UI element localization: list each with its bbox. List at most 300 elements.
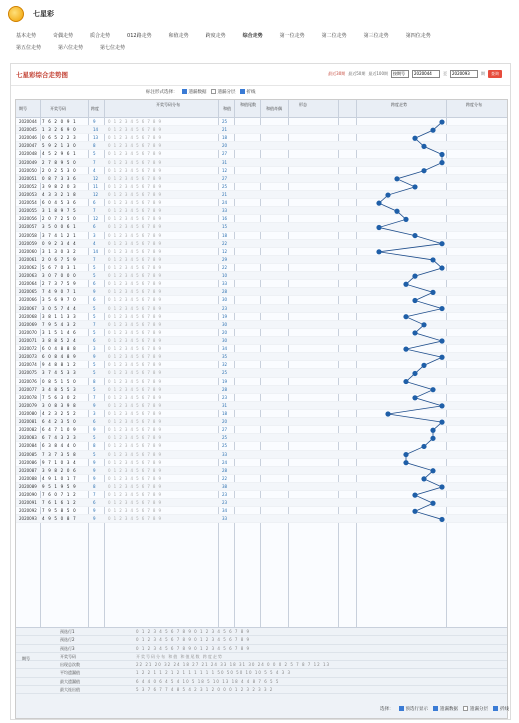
- row-issue: 2020054: [19, 200, 37, 206]
- recent-100-link[interactable]: 最近100期: [368, 71, 388, 76]
- stats-block: [16, 627, 507, 718]
- row-issue: 2020089: [19, 483, 37, 489]
- row-span: 12: [93, 191, 99, 197]
- footer-missing-label: 遗漏数据: [440, 707, 458, 712]
- row-draw: 3 0 8 3 9 8: [42, 402, 77, 408]
- row-draw: 2 7 3 7 5 9: [42, 281, 77, 287]
- footer-missing-checkbox[interactable]: [433, 706, 458, 712]
- table-row: [16, 442, 507, 450]
- col-draw: 开奖号码: [50, 106, 66, 111]
- row-distribution: 0 1 2 3 4 5 6 7 8 9: [108, 248, 162, 254]
- table-row: [16, 288, 507, 296]
- row-distribution: 0 1 2 3 4 5 6 7 8 9: [108, 289, 162, 295]
- row-sum: 27: [222, 175, 228, 181]
- row-distribution: 0 1 2 3 4 5 6 7 8 9: [108, 183, 162, 189]
- row-distribution: 0 1 2 3 4 5 6 7 8 9: [108, 167, 162, 173]
- table-row: [16, 175, 507, 183]
- row-span: 13: [93, 135, 99, 141]
- table-row: [16, 483, 507, 491]
- row-issue: 2020055: [19, 208, 37, 214]
- table-row: [16, 426, 507, 434]
- row-sum: 25: [222, 183, 228, 189]
- row-span: 9: [93, 508, 96, 514]
- row-span: 6: [93, 200, 96, 206]
- row-draw: 0 8 5 1 5 0: [42, 378, 77, 384]
- col-issue: 期号: [19, 106, 27, 111]
- row-sum: 28: [222, 467, 228, 473]
- row-span: 3: [93, 232, 96, 238]
- period-icon: 期: [481, 71, 485, 76]
- nav-item[interactable]: 012路走势: [127, 33, 152, 39]
- row-draw: 9 5 1 9 5 9: [42, 483, 77, 489]
- checkbox-unchecked-icon: [211, 89, 216, 94]
- table-row: [16, 418, 507, 426]
- row-issue: 2020049: [19, 159, 37, 165]
- row-distribution: 0 1 2 3 4 5 6 7 8 9: [108, 443, 162, 449]
- range-select[interactable]: 按期号: [391, 70, 409, 78]
- row-draw: 7 6 0 7 1 2: [42, 492, 77, 498]
- table-row: [16, 142, 507, 150]
- stats-row: [16, 645, 507, 653]
- trend-table: [15, 99, 508, 719]
- row-distribution: 0 1 2 3 4 5 6 7 8 9: [108, 224, 162, 230]
- row-draw: 3 1 5 1 4 6: [42, 329, 77, 335]
- row-draw: 2 0 2 5 3 0: [42, 167, 77, 173]
- table-row: [16, 361, 507, 369]
- table-row: [16, 394, 507, 402]
- row-issue: 2020077: [19, 386, 37, 392]
- row-draw: 3 9 8 2 0 3: [42, 183, 77, 189]
- row-span: 12: [93, 216, 99, 222]
- row-sum: 20: [222, 329, 228, 335]
- options-label: 标注形式选择：: [146, 90, 178, 95]
- row-span: 6: [93, 419, 96, 425]
- row-distribution: 0 1 2 3 4 5 6 7 8 9: [108, 297, 162, 303]
- table-row: [16, 240, 507, 248]
- row-sum: 12: [222, 167, 228, 173]
- row-span: 12: [93, 175, 99, 181]
- row-draw: 4 2 3 2 5 2: [42, 410, 77, 416]
- table-header: [16, 100, 507, 118]
- table-row: [16, 167, 507, 175]
- table-row: [16, 337, 507, 345]
- col-odd-even: 和值奇偶: [266, 106, 282, 111]
- nav-item[interactable]: 奇偶走势: [53, 33, 74, 39]
- row-draw: 9 4 8 8 1 2: [42, 362, 77, 368]
- row-span: 5: [93, 329, 96, 335]
- row-distribution: 0 1 2 3 4 5 6 7 8 9: [108, 508, 162, 514]
- stats-issue-label: 期号: [22, 656, 30, 661]
- nav-item[interactable]: 第一位走势: [279, 33, 305, 39]
- nav-item[interactable]: 综合走势: [242, 33, 263, 39]
- from-issue-input[interactable]: 2020044: [412, 70, 440, 78]
- row-distribution: 0 1 2 3 4 5 6 7 8 9: [108, 191, 162, 197]
- row-draw: 7 6 1 6 1 2: [42, 500, 77, 506]
- row-span: 7: [93, 492, 96, 498]
- table-row: [16, 207, 507, 215]
- row-distribution: 0 1 2 3 4 5 6 7 8 9: [108, 492, 162, 498]
- row-draw: 7 5 6 3 0 2: [42, 394, 77, 400]
- row-sum: 16: [222, 216, 228, 222]
- row-issue: 2020050: [19, 167, 37, 173]
- stats-label: 开奖号码: [60, 653, 76, 659]
- stats-label: 预选行1: [60, 629, 75, 634]
- nav-item[interactable]: 和值走势: [168, 33, 189, 39]
- row-issue: 2020057: [19, 224, 37, 230]
- row-sum: 22: [222, 475, 228, 481]
- footer-select-label: 选择：: [380, 707, 394, 712]
- col-trend2: 跨度分布: [466, 102, 482, 107]
- row-issue: 2020053: [19, 191, 37, 197]
- row-sum: 24: [222, 200, 228, 206]
- row-distribution: 0 1 2 3 4 5 6 7 8 9: [108, 264, 162, 270]
- stats-values: 5 3 7 6 7 7 4 8 5 4 2 3 1 2 0 0 0 1 2 3 2 3 3 2: [136, 687, 274, 693]
- row-sum: 33: [222, 281, 228, 287]
- app-title: 七星彩: [33, 10, 54, 18]
- row-sum: 24: [222, 459, 228, 465]
- row-sum: 35: [222, 354, 228, 360]
- col-sum: 和值: [223, 106, 231, 111]
- row-distribution: 0 1 2 3 4 5 6 7 8 9: [108, 175, 162, 181]
- row-issue: 2020079: [19, 402, 37, 408]
- row-span: 6: [93, 500, 96, 506]
- row-issue: 2020081: [19, 419, 37, 425]
- checkbox-checked-icon: [399, 706, 404, 711]
- row-draw: 4 5 2 9 6 1: [42, 151, 77, 157]
- row-span: 5: [93, 435, 96, 441]
- row-span: 9: [93, 119, 96, 124]
- row-draw: 3 0 5 7 4 4: [42, 305, 77, 311]
- nav-item[interactable]: 基本走势: [16, 33, 37, 39]
- table-row: [16, 215, 507, 223]
- table-row: [16, 232, 507, 240]
- table-row: [16, 378, 507, 386]
- row-distribution: 0 1 2 3 4 5 6 7 8 9: [108, 427, 162, 433]
- row-distribution: 0 1 2 3 4 5 6 7 8 9: [108, 467, 162, 473]
- row-sum: 18: [222, 232, 228, 238]
- row-draw: 2 7 8 9 5 0: [42, 159, 77, 165]
- row-distribution: 0 1 2 3 4 5 6 7 8 9: [108, 451, 162, 457]
- row-draw: 6 7 4 3 2 3: [42, 435, 77, 441]
- row-sum: 25: [222, 443, 228, 449]
- table-row: [16, 134, 507, 142]
- row-issue: 2020062: [19, 264, 37, 270]
- row-draw: 7 4 9 0 7 1: [42, 289, 77, 295]
- row-issue: 2020061: [19, 256, 37, 262]
- nav-item[interactable]: 第四位走势: [405, 33, 431, 39]
- table-row: [16, 126, 507, 134]
- footer-missing-layer-label: 遗漏分层: [470, 707, 488, 712]
- row-draw: 6 4 2 3 5 0: [42, 419, 77, 425]
- row-sum: 18: [222, 410, 228, 416]
- row-span: 6: [93, 224, 96, 230]
- row-distribution: 0 1 2 3 4 5 6 7 8 9: [108, 516, 162, 522]
- row-distribution: 0 1 2 3 4 5 6 7 8 9: [108, 321, 162, 327]
- col-shape: 形态: [299, 102, 307, 107]
- row-draw: 7 9 5 8 5 0: [42, 508, 77, 514]
- table-row: [16, 272, 507, 280]
- table-row: [16, 345, 507, 353]
- row-draw: 6 0 4 8 8 8: [42, 346, 77, 352]
- row-draw: 0 9 2 3 4 4: [42, 240, 77, 246]
- row-issue: 2020063: [19, 273, 37, 279]
- table-row: [16, 410, 507, 418]
- stats-values: 22 21 20 32 24 18 27 21 24 33 18 31 30 24 0 0 0 2 5 7 8 7 12 13: [136, 662, 331, 668]
- polyline-checkbox[interactable]: [240, 89, 256, 95]
- row-issue: 2020074: [19, 362, 37, 368]
- row-draw: 2 0 6 7 5 9: [42, 256, 77, 262]
- row-distribution: 0 1 2 3 4 5 6 7 8 9: [108, 143, 162, 149]
- stats-row: [16, 636, 507, 644]
- row-sum: 29: [222, 256, 228, 262]
- missing-layer-label: 遗漏分层: [217, 90, 236, 95]
- row-distribution: 0 1 2 3 4 5 6 7 8 9: [108, 386, 162, 392]
- row-span: 8: [93, 378, 96, 384]
- row-draw: 3 5 6 9 7 0: [42, 297, 77, 303]
- row-sum: 33: [222, 208, 228, 214]
- row-draw: 6 0 4 5 3 6: [42, 200, 77, 206]
- stats-values: 1 2 2 1 1 2 1 2 1 1 1 1 1 1 50 50 50 10 10 5 5 4 3 3: [136, 670, 292, 676]
- row-issue: 2020069: [19, 321, 37, 327]
- table-row: [16, 191, 507, 199]
- app-header: [0, 0, 519, 28]
- row-issue: 2020065: [19, 289, 37, 295]
- row-span: 9: [93, 427, 96, 433]
- checkbox-checked-icon: [493, 706, 498, 711]
- row-distribution: 0 1 2 3 4 5 6 7 8 9: [108, 362, 162, 368]
- row-span: 5: [93, 451, 96, 457]
- nav-item[interactable]: 质合走势: [90, 33, 111, 39]
- row-sum: 25: [222, 435, 228, 441]
- col-trend1: 跨度走势: [391, 102, 407, 107]
- footer-polyline-label: 折线: [500, 707, 509, 712]
- stats-label: 出现总次数: [60, 662, 80, 668]
- row-issue: 2020088: [19, 475, 37, 481]
- recent-30-link[interactable]: 最近30期: [328, 71, 346, 76]
- stats-row: [16, 653, 507, 661]
- row-draw: 4 9 5 0 8 7: [42, 516, 77, 522]
- row-draw: 1 3 2 6 9 0: [42, 127, 77, 133]
- missing-checkbox[interactable]: [182, 89, 207, 95]
- table-row: [16, 386, 507, 394]
- table-row: [16, 475, 507, 483]
- stats-values: 6 4 4 0 6 4 5 4 10 5 18 5 10 13 18 4 4 8 7 6 5 5: [136, 678, 280, 684]
- row-span: 3: [93, 410, 96, 416]
- row-sum: 12: [222, 248, 228, 254]
- col-sum-tail: 和值尾数: [240, 102, 256, 107]
- row-sum: 33: [222, 516, 228, 522]
- row-issue: 2020064: [19, 281, 37, 287]
- row-span: 9: [93, 402, 96, 408]
- row-issue: 2020060: [19, 248, 37, 254]
- row-distribution: 0 1 2 3 4 5 6 7 8 9: [108, 127, 162, 133]
- row-span: 5: [93, 264, 96, 270]
- row-sum: 30: [222, 321, 228, 327]
- row-span: 5: [93, 151, 96, 157]
- row-sum: 31: [222, 159, 228, 165]
- row-draw: 3 0 7 0 0 0: [42, 273, 77, 279]
- recent-50-link[interactable]: 最近50期: [348, 71, 366, 76]
- row-distribution: 0 1 2 3 4 5 6 7 8 9: [108, 370, 162, 376]
- row-span: 5: [93, 370, 96, 376]
- to-issue-input[interactable]: 2020093: [450, 70, 478, 78]
- row-issue: 2020044: [19, 119, 37, 124]
- checkbox-checked-icon: [182, 89, 187, 94]
- row-issue: 2020067: [19, 305, 37, 311]
- row-draw: 4 9 1 0 1 7: [42, 475, 77, 481]
- row-distribution: 0 1 2 3 4 5 6 7 8 9: [108, 305, 162, 311]
- stats-values: 0 1 2 3 4 5 6 7 8 9 0 1 2 3 4 5 6 7 8 9: [136, 637, 251, 643]
- table-row: [16, 451, 507, 459]
- row-distribution: 0 1 2 3 4 5 6 7 8 9: [108, 378, 162, 384]
- stats-values: 0 1 2 3 4 5 6 7 8 9 0 1 2 3 4 5 6 7 8 9: [136, 645, 251, 651]
- row-span: 6: [93, 281, 96, 287]
- table-row: [16, 313, 507, 321]
- table-row: [16, 459, 507, 467]
- filter-controls: [328, 70, 502, 78]
- row-draw: 3 7 4 1 2 1: [42, 232, 77, 238]
- row-draw: 5 9 2 1 3 0: [42, 143, 77, 149]
- row-distribution: 0 1 2 3 4 5 6 7 8 9: [108, 435, 162, 441]
- app-logo-icon: [8, 6, 24, 22]
- row-issue: 2020093: [19, 516, 37, 522]
- row-issue: 2020047: [19, 143, 37, 149]
- stats-label: 预选行3: [60, 645, 75, 651]
- row-sum: 30: [222, 297, 228, 303]
- table-row: [16, 183, 507, 191]
- row-distribution: 0 1 2 3 4 5 6 7 8 9: [108, 354, 162, 360]
- table-row: [16, 223, 507, 231]
- nav-item[interactable]: 第三位走势: [363, 33, 389, 39]
- row-span: 4: [93, 167, 96, 173]
- row-sum: 19: [222, 378, 228, 384]
- row-sum: 22: [222, 264, 228, 270]
- footer-missing-layer-checkbox[interactable]: [463, 706, 488, 712]
- row-issue: 2020086: [19, 459, 37, 465]
- row-span: 3: [93, 346, 96, 352]
- table-row: [16, 256, 507, 264]
- table-row: [16, 248, 507, 256]
- row-distribution: 0 1 2 3 4 5 6 7 8 9: [108, 313, 162, 319]
- row-span: 5: [93, 386, 96, 392]
- stats-label: 最大连出值: [60, 687, 80, 693]
- missing-layer-checkbox[interactable]: [211, 89, 236, 95]
- row-issue: 2020078: [19, 394, 37, 400]
- table-row: [16, 329, 507, 337]
- row-sum: 23: [222, 492, 228, 498]
- row-span: 9: [93, 354, 96, 360]
- table-row: [16, 507, 507, 515]
- col-dist: 开奖号码分布: [156, 102, 180, 107]
- row-distribution: 0 1 2 3 4 5 6 7 8 9: [108, 135, 162, 141]
- table-row: [16, 434, 507, 442]
- row-issue: 2020052: [19, 183, 37, 189]
- stats-values: 开奖号码分布 和值 和值尾数 跨度走势: [136, 653, 223, 659]
- to-icon: 至: [443, 71, 447, 76]
- row-distribution: 0 1 2 3 4 5 6 7 8 9: [108, 281, 162, 287]
- row-distribution: 0 1 2 3 4 5 6 7 8 9: [108, 410, 162, 416]
- checkbox-unchecked-icon: [463, 706, 468, 711]
- row-distribution: 0 1 2 3 4 5 6 7 8 9: [108, 475, 162, 481]
- row-issue: 2020091: [19, 500, 37, 506]
- row-issue: 2020059: [19, 240, 37, 246]
- nav-item[interactable]: 第七位走势: [100, 45, 126, 51]
- row-span: 5: [93, 362, 96, 368]
- row-distribution: 0 1 2 3 4 5 6 7 8 9: [108, 329, 162, 335]
- table-row: [16, 150, 507, 158]
- row-span: 11: [93, 183, 99, 189]
- row-distribution: 0 1 2 3 4 5 6 7 8 9: [108, 159, 162, 165]
- row-distribution: 0 1 2 3 4 5 6 7 8 9: [108, 232, 162, 238]
- stats-row: [16, 669, 507, 677]
- row-sum: 27: [222, 151, 228, 157]
- row-issue: 2020045: [19, 127, 37, 133]
- table-row: [16, 353, 507, 361]
- table-row: [16, 264, 507, 272]
- row-sum: 23: [222, 305, 228, 311]
- row-sum: 33: [222, 451, 228, 457]
- table-body: [16, 118, 507, 702]
- table-row: [16, 369, 507, 377]
- table-row: [16, 321, 507, 329]
- row-issue: 2020068: [19, 313, 37, 319]
- footer-pre-row-checkbox[interactable]: [399, 706, 429, 712]
- nav-item[interactable]: 第二位走势: [321, 33, 347, 39]
- trend-nav: [0, 28, 500, 54]
- checkbox-checked-icon: [240, 89, 245, 94]
- row-draw: 6 4 7 1 0 9: [42, 427, 77, 433]
- table-row: [16, 296, 507, 304]
- row-span: 9: [93, 475, 96, 481]
- row-sum: 20: [222, 143, 228, 149]
- missing-label: 遗漏数据: [188, 90, 207, 95]
- row-sum: 25: [222, 370, 228, 376]
- row-distribution: 0 1 2 3 4 5 6 7 8 9: [108, 402, 162, 408]
- nav-item[interactable]: 第五位走势: [16, 45, 42, 51]
- row-issue: 2020092: [19, 508, 37, 514]
- row-sum: 27: [222, 427, 228, 433]
- stats-label: 平均遗漏值: [60, 670, 80, 676]
- table-row: [16, 118, 507, 126]
- table-row: [16, 467, 507, 475]
- row-sum: 21: [222, 127, 228, 133]
- table-row: [16, 199, 507, 207]
- row-issue: 2020066: [19, 297, 37, 303]
- row-distribution: 0 1 2 3 4 5 6 7 8 9: [108, 346, 162, 352]
- row-draw: 5 6 7 0 3 1: [42, 264, 77, 270]
- stats-values: 0 1 2 3 4 5 6 7 8 9 0 1 2 3 4 5 6 7 8 9: [136, 629, 251, 634]
- row-distribution: 0 1 2 3 4 5 6 7 8 9: [108, 459, 162, 465]
- row-distribution: 0 1 2 3 4 5 6 7 8 9: [108, 394, 162, 400]
- nav-item[interactable]: 跨度走势: [205, 33, 226, 39]
- row-sum: 28: [222, 386, 228, 392]
- nav-item[interactable]: 第六位走势: [58, 45, 84, 51]
- row-draw: 7 9 5 4 3 2: [42, 321, 77, 327]
- row-sum: 30: [222, 337, 228, 343]
- row-sum: 18: [222, 135, 228, 141]
- query-button[interactable]: 查询: [488, 70, 502, 78]
- row-issue: 2020075: [19, 370, 37, 376]
- row-draw: 0 6 5 2 2 3: [42, 135, 77, 141]
- footer-options: [380, 706, 509, 712]
- stats-row: [16, 686, 507, 694]
- col-span: 跨度: [91, 106, 99, 111]
- stats-row: [16, 678, 507, 686]
- row-distribution: 0 1 2 3 4 5 6 7 8 9: [108, 119, 162, 124]
- row-draw: 3 5 0 0 6 1: [42, 224, 77, 230]
- footer-polyline-checkbox[interactable]: [493, 706, 509, 712]
- row-span: 8: [93, 443, 96, 449]
